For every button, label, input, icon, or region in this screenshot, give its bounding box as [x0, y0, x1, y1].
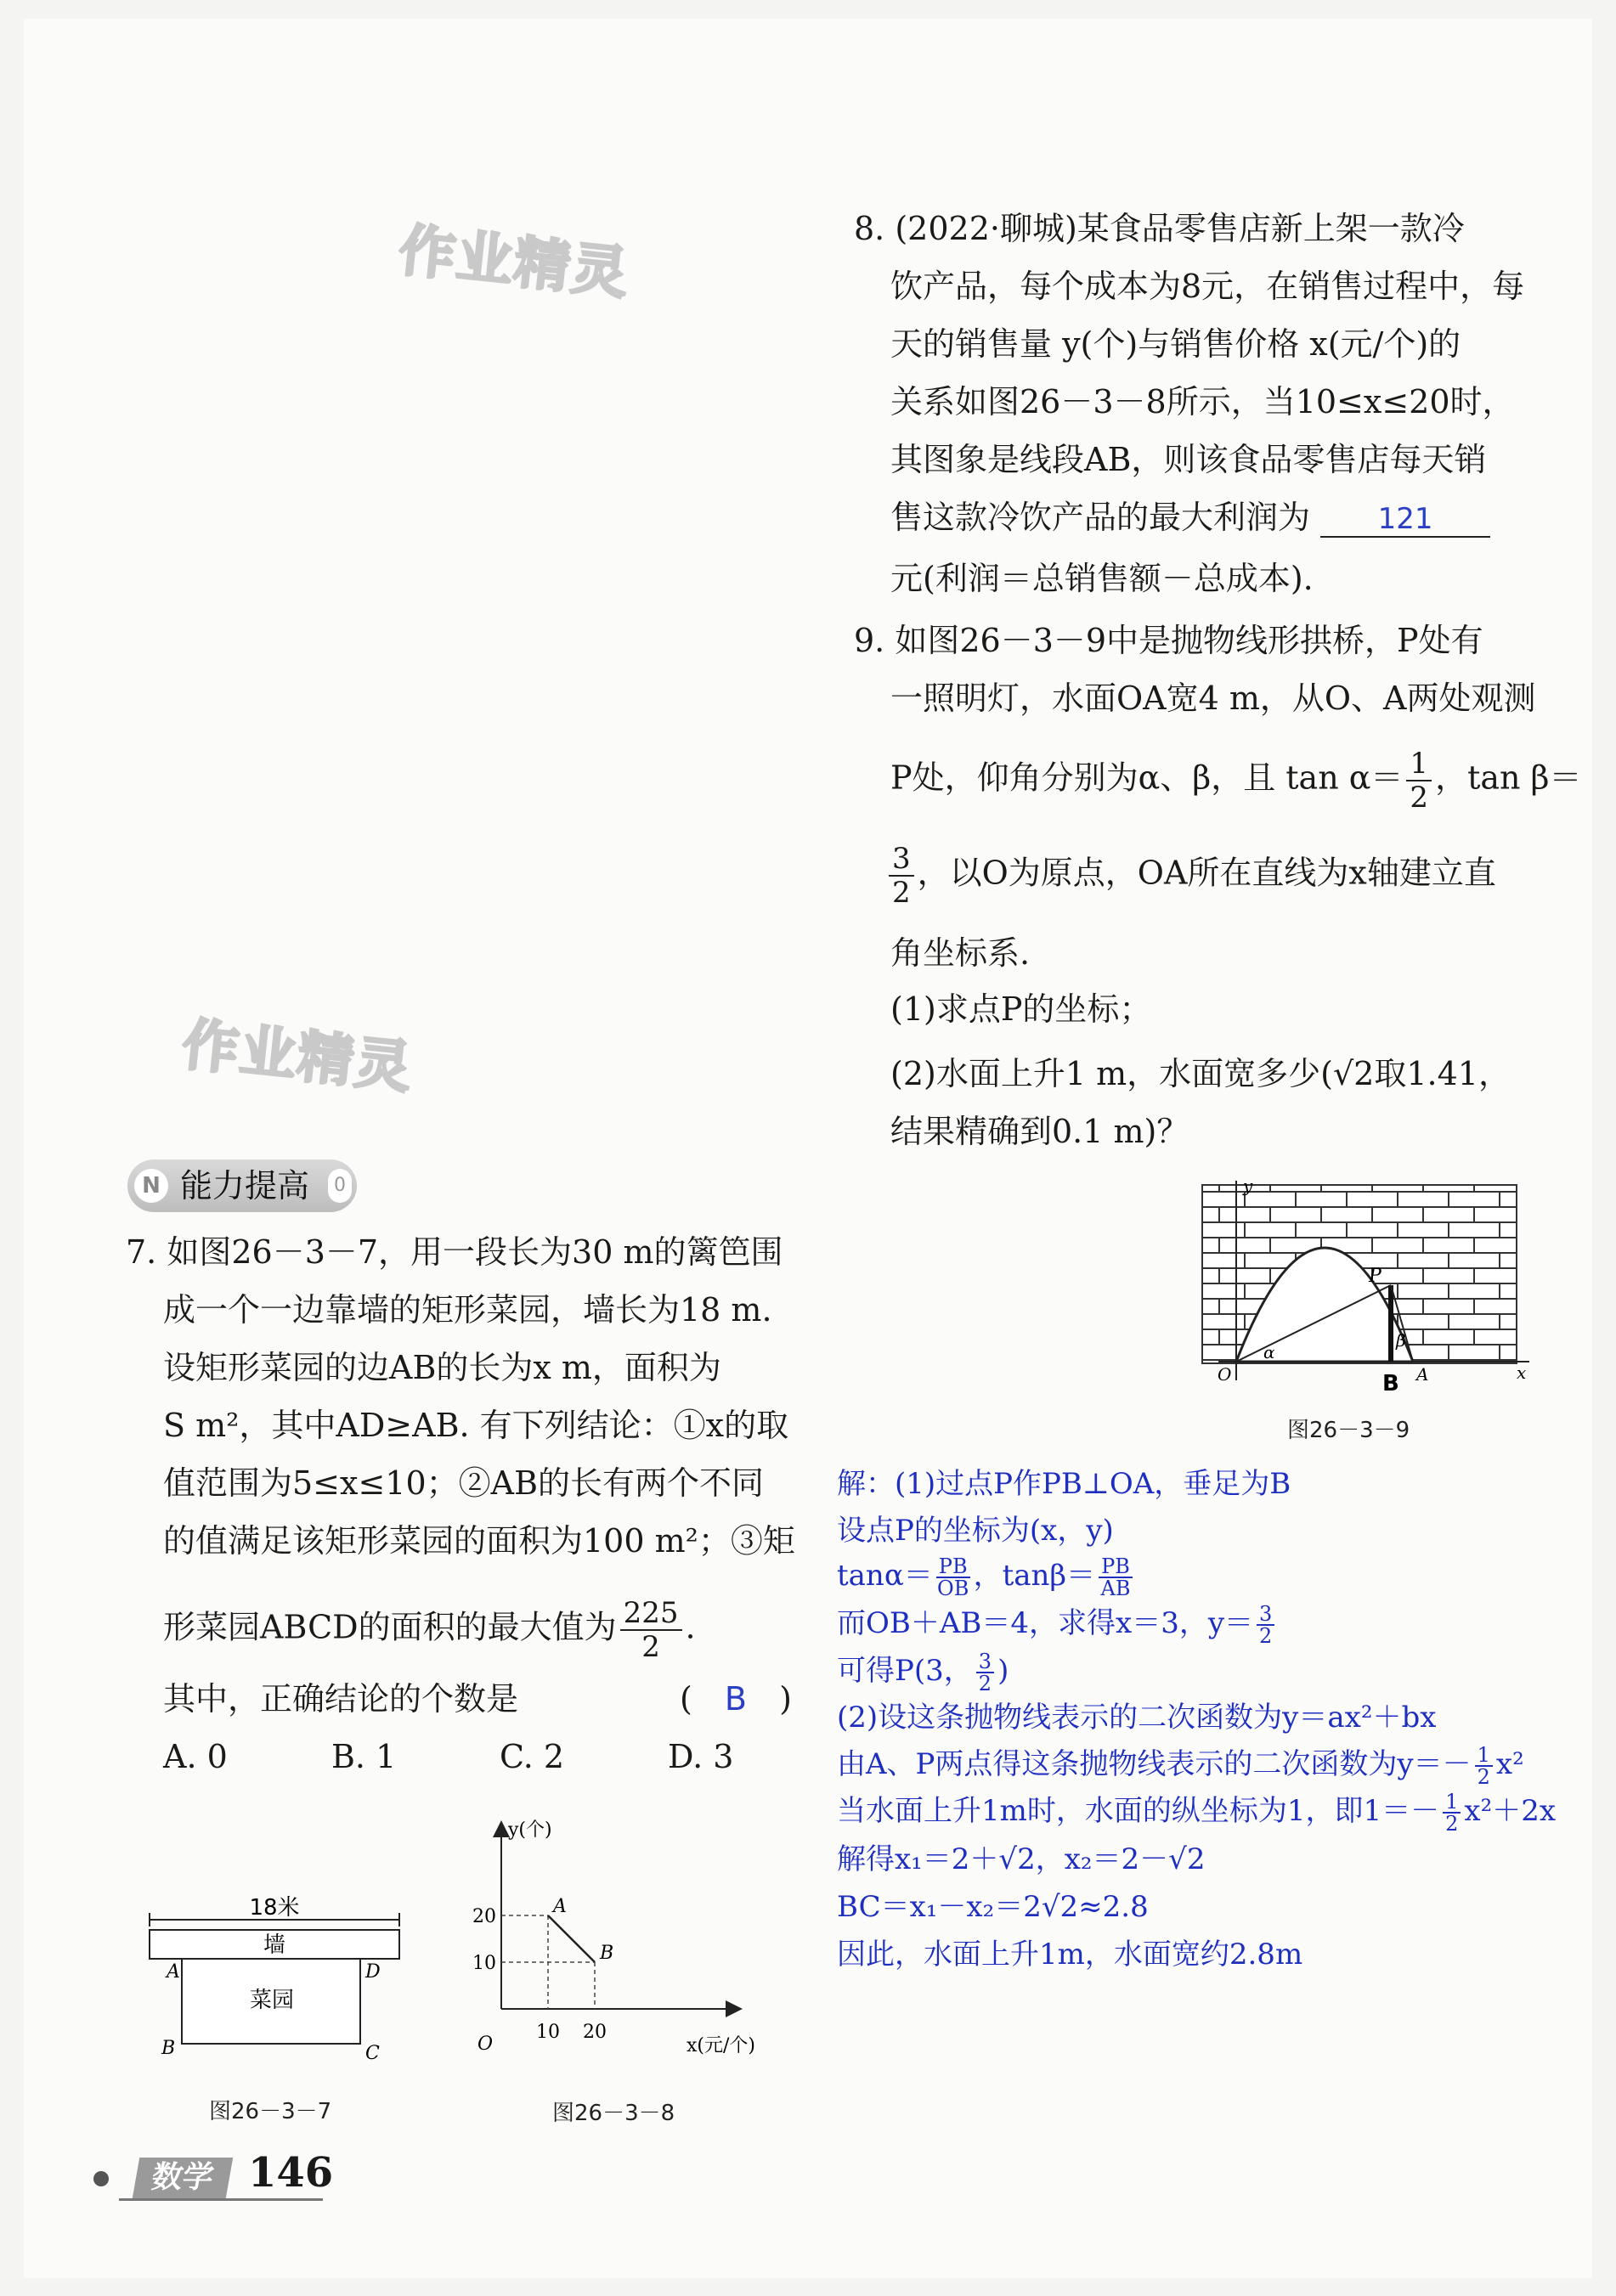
q8-line-4: 关系如图26－3－8所示，当10≤x≤20时，: [890, 383, 1515, 420]
solution-line-6: (2)设这条抛物线表示的二次函数为y＝ax²＋bx: [837, 1701, 1437, 1735]
sol-l5-a: 可得P(3，: [837, 1654, 973, 1688]
q9-line-2: 一照明灯，水面OA宽4 m，从O、A两处观测: [890, 680, 1536, 717]
figure-26-3-7-caption: 图26－3－7: [209, 2099, 332, 2124]
frac-num: PB: [1099, 1556, 1133, 1578]
q7-option-b: B. 1: [331, 1738, 397, 1775]
fig8-point-label: B: [600, 1943, 614, 1964]
fig9-label-beta: β: [1396, 1330, 1406, 1351]
q7-line-7-text: 形菜园ABCD的面积的最大值为: [163, 1608, 617, 1646]
fig8-x-label: x(元/个): [687, 2035, 755, 2056]
fig7-corner-c: C: [365, 2043, 380, 2064]
section-badge-end: 0: [328, 1169, 352, 1203]
fig7-corner-b: B: [161, 2038, 176, 2059]
q7-line-5: 值范围为5≤x≤10；②AB的长有两个不同: [163, 1464, 765, 1502]
q9-line-4-text: ，以O为原点，OA所在直线为x轴建立直: [917, 854, 1496, 892]
frac-num: 1: [1443, 1791, 1461, 1814]
q8-line-2: 饮产品，每个成本为8元，在销售过程中，每: [890, 268, 1525, 305]
frac-num: 3: [1257, 1604, 1274, 1626]
sol-l4-a: 而OB＋AB＝4，求得x＝3，y＝: [837, 1606, 1254, 1640]
q7-option-d: D. 3: [668, 1738, 734, 1775]
frac-den: OB: [937, 1577, 969, 1600]
fig7-wall: 墙: [263, 1932, 286, 1958]
sol-frac-pb-ob: [936, 1556, 970, 1599]
fig8-point-label: A: [553, 1896, 567, 1917]
q7-option-a: A. 0: [163, 1738, 228, 1775]
sol-frac-1-2b: [1443, 1791, 1461, 1834]
frac-num: 225: [620, 1597, 682, 1631]
sol-l8-a: 当水面上升1m时，水面的纵坐标为1，即1＝－: [837, 1794, 1440, 1828]
fig9-label-y: y: [1243, 1176, 1253, 1196]
q9-line-4: [885, 843, 1496, 909]
fig7-garden: 菜园: [249, 1988, 295, 2013]
q7-fraction: [620, 1597, 682, 1663]
frac-num: 3: [889, 843, 914, 877]
q9-line-3-a: P处，仰角分别为α、β，且 tan α＝: [890, 759, 1404, 797]
sol-frac-1-2: [1475, 1745, 1493, 1787]
frac-num: 1: [1475, 1745, 1493, 1767]
frac-den: 2: [1410, 781, 1429, 815]
sol-l3-b: ，tanβ＝: [973, 1559, 1096, 1593]
frac-num: PB: [936, 1556, 970, 1578]
q9-line-5: 角坐标系.: [890, 934, 1031, 972]
frac-den: 2: [978, 1672, 992, 1695]
fig9-label-o: O: [1218, 1364, 1232, 1385]
paren-right: ): [779, 1680, 792, 1718]
fig8-y-tick-label: 10: [472, 1953, 496, 1974]
fig8-x-tick-label: 20: [583, 2022, 607, 2043]
sol-frac-3-2b: [976, 1651, 994, 1694]
fig7-corner-a: A: [167, 1961, 180, 1983]
fig8-origin: O: [477, 2034, 494, 2055]
frac-den: 2: [1259, 1624, 1273, 1648]
fig9-label-b: B: [1382, 1371, 1399, 1396]
q8-answer-blank: 121: [1320, 502, 1490, 538]
sol-l3-a: tanα＝: [837, 1559, 933, 1593]
solution-line-7: [837, 1741, 1524, 1787]
fig9-label-x: x: [1517, 1362, 1527, 1383]
fig9-label-alpha: α: [1263, 1342, 1275, 1362]
q8-line-7: 元(利润＝总销售额－总成本).: [890, 560, 1314, 597]
q7-line-3: 设矩形菜园的边AB的长为x m，面积为: [163, 1349, 721, 1386]
fig8-y-label: y(个): [508, 1819, 552, 1841]
tan-beta-fraction: [889, 843, 914, 909]
figure-26-3-9: [1194, 1176, 1534, 1397]
frac-num: 1: [1406, 747, 1432, 781]
q7-option-c: C. 2: [500, 1738, 565, 1775]
q8-line-3: 天的销售量 y(个)与销售价格 x(元/个)的: [890, 325, 1461, 363]
section-badge: [127, 1159, 357, 1212]
fig8-y-tick-label: 20: [472, 1906, 496, 1927]
sol-l5-b: ): [997, 1654, 1009, 1688]
frac-den: 2: [1445, 1812, 1459, 1836]
solution-line-5: [837, 1648, 1009, 1694]
sol-l8-b: x²＋2x: [1464, 1794, 1557, 1828]
q7-line-6: 的值满足该矩形菜园的面积为100 m²；③矩: [163, 1522, 795, 1560]
watermark-mid: 作业精灵: [179, 1011, 416, 1101]
frac-den: 2: [892, 876, 911, 910]
q9-part-2: (2)水面上升1 m，水面宽多少(√2取1.41，: [890, 1055, 1511, 1092]
footer-dot: [93, 2171, 109, 2186]
q7-line-7: 形菜园ABCD的面积的最大值为 $\frac{225}{2}$ .: [163, 1596, 696, 1664]
figure-26-3-7: [136, 1894, 416, 2077]
solution-line-1: 解：(1)过点P作PB⊥OA，垂足为B: [837, 1467, 1291, 1501]
footer-subject: 数学: [133, 2158, 233, 2198]
figure-26-3-8-caption: 图26－3－8: [552, 2101, 675, 2126]
solution-line-11: 因此，水面上升1m，水面宽约2.8m: [837, 1938, 1303, 1972]
frac-den: AB: [1100, 1577, 1131, 1600]
sol-l7-b: x²: [1495, 1747, 1524, 1781]
frac-den: 2: [1477, 1765, 1490, 1789]
section-badge-icon: N: [134, 1169, 168, 1203]
figure-26-3-9-caption: 图26－3－9: [1287, 1418, 1410, 1443]
q7-line-1: 7. 如图26－3－7，用一段长为30 m的篱笆围: [126, 1233, 783, 1271]
q8-line-6-text: 售这款冷饮产品的最大利润为: [890, 499, 1311, 536]
solution-line-2: 设点P的坐标为(x，y): [837, 1514, 1114, 1548]
q8-line-5: 其图象是线段AB，则该食品零售店每天销: [890, 441, 1487, 478]
solution-line-8: [837, 1788, 1556, 1834]
q7-answer-paren: [680, 1678, 792, 1719]
frac-den: 2: [641, 1630, 660, 1664]
frac-num: 3: [976, 1651, 994, 1673]
solution-line-3: [837, 1553, 1136, 1599]
fig8-segment-ab: [548, 1915, 595, 1962]
fig9-label-p: P: [1369, 1266, 1382, 1287]
figure-26-3-8: [459, 1814, 790, 2085]
footer-rule: [119, 2198, 323, 2201]
q7-line-4: S m²，其中AD≥AB. 有下列结论：①x的取: [163, 1407, 789, 1444]
sol-l7-a: 由A、P两点得这条抛物线表示的二次函数为y＝－: [837, 1747, 1472, 1781]
watermark-top: 作业精灵: [396, 217, 633, 307]
tan-alpha-fraction: [1406, 747, 1432, 814]
sol-frac-pb-ab: [1099, 1556, 1133, 1599]
q7-answer: B: [724, 1680, 747, 1718]
q8-line-6: [890, 497, 1490, 538]
fig7-top-label: 18米: [249, 1895, 300, 1921]
page-number: 146: [248, 2149, 334, 2197]
solution-line-9: 解得x₁＝2＋√2，x₂＝2－√2: [837, 1842, 1206, 1876]
fig9-label-a: A: [1416, 1364, 1429, 1385]
paren-left: (: [680, 1680, 692, 1718]
fig7-corner-d: D: [365, 1961, 381, 1983]
section-badge-label: 能力提高: [180, 1167, 310, 1204]
solution-line-10: BC＝x₁－x₂＝2√2≈2.8: [837, 1890, 1149, 1924]
q8-line-1: 8. (2022·聊城)某食品零售店新上架一款冷: [854, 210, 1465, 247]
q9-line-1: 9. 如图26－3－9中是抛物线形拱桥，P处有: [854, 622, 1483, 659]
q9-part-2b: 结果精确到0.1 m)？: [890, 1113, 1189, 1150]
sol-frac-3-2: [1257, 1604, 1274, 1646]
q7-question: 其中，正确结论的个数是: [163, 1680, 519, 1718]
q9-line-3-b: ，tan β＝: [1435, 759, 1582, 797]
q7-line-2: 成一个一边靠墙的矩形菜园，墙长为18 m.: [163, 1291, 772, 1329]
solution-line-4: [837, 1600, 1278, 1646]
q9-part-1: (1)求点P的坐标；: [890, 990, 1152, 1028]
q9-line-3: [890, 747, 1582, 814]
fig8-x-tick-label: 10: [536, 2022, 560, 2043]
